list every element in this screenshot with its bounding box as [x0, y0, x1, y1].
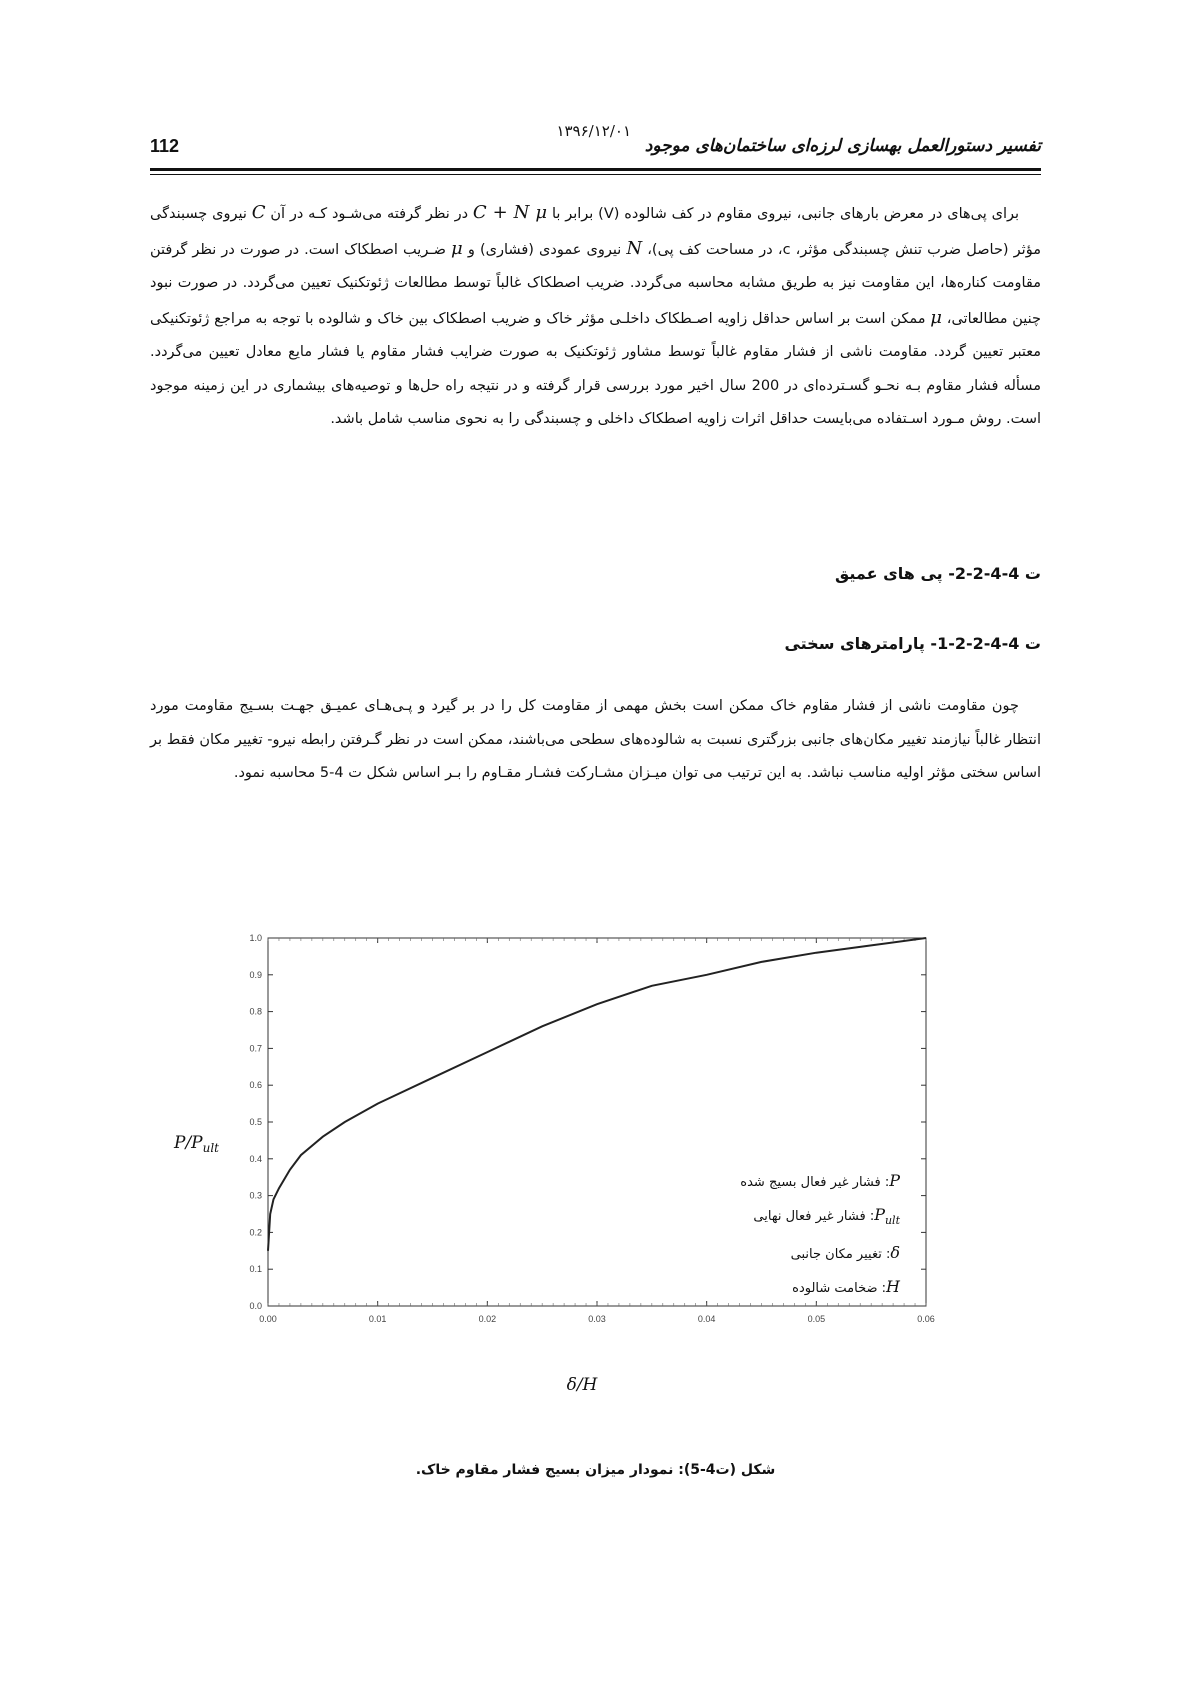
header-rule	[150, 168, 1041, 171]
symbol-c: C	[251, 202, 266, 223]
y-tick-label: 1.0	[249, 933, 262, 943]
x-tick-label: 0.06	[917, 1314, 935, 1324]
legend-item-delta	[740, 1237, 900, 1271]
legend-text: : تغییر مکان جانبی	[790, 1247, 891, 1263]
y-tick-label: 0.7	[249, 1043, 262, 1054]
legend-text: : ضخامت شالوده	[792, 1281, 887, 1297]
x-tick-label: 0.03	[588, 1314, 606, 1324]
legend-symbol: P	[889, 1171, 900, 1190]
x-tick-label: 0.04	[697, 1314, 716, 1324]
paragraph-text: برای پی‌های در معرض بارهای جانبی، نیروی مقاوم در کف شالوده (V) برابر با	[547, 206, 1020, 222]
book-title: تفسیر دستورالعمل بهسازی لرزه‌ای ساختمان‌های موجود	[644, 136, 1041, 156]
legend-item-h	[740, 1271, 900, 1305]
paragraph-text: ضـریب اصطکاک است. در صورت در نظر گرفتن مقاومت کناره‌ها، این مقاومت نیز به طریق مشابه محاسبه می‌گردد. ضریب اصطکاک غالباً توسط مطالعات ژئوتکنیک تعیین می‌گردد. در صورت نبود چنین مطالعاتی،	[150, 241, 1041, 327]
paragraph-text: نیروی عمودی (فشاری) و	[462, 241, 627, 258]
y-tick-label: 0.6	[249, 1080, 262, 1091]
y-tick-label: 0.9	[249, 969, 262, 980]
figure-caption: شکل (ت4-5): نمودار میزان بسیج فشار مقاوم خاک.	[415, 1462, 776, 1478]
legend-text: : فشار غیر فعال بسیج شده	[740, 1175, 890, 1190]
y-tick-label: 0.4	[249, 1153, 262, 1164]
y-tick-label: 0.3	[249, 1190, 262, 1201]
symbol-mu: μ	[451, 237, 463, 259]
x-tick-label: 0.00	[259, 1314, 277, 1324]
paragraph-text: چون مقاومت ناشی از فشار مقاوم خاک ممکن است بخش مهمی از مقاومت کل را در بر گیرد و پـی‌هـای عمیـق جهـت بسـیج مقاومت مورد انتظار غالباً نیازمند تغییر مکان‌های جانبی بزرگتری نسبت به شالوده‌های سطحی می‌باشند، ممکن است در نظر گـرفتن رابطه نیرو- تغییر مکان فقط بر اساس سختی مؤثر اولیه مناسب نباشد. به این ترتیب می توان میـزان مشـارکت فشـار مقـاوم را بـر اساس شکل ت 4-5 محاسبه نمود.	[150, 698, 1041, 781]
paragraph-deep-foundation-stiffness	[150, 690, 1041, 791]
x-tick-label: 0.02	[478, 1314, 497, 1324]
y-tick-label: 0.5	[249, 1117, 262, 1127]
figure-passive-pressure-chart	[174, 930, 1020, 1430]
page-header	[150, 122, 1041, 164]
chart-legend	[740, 1165, 900, 1305]
x-axis-title: δ/H	[566, 1375, 598, 1395]
legend-symbol: H	[886, 1277, 900, 1297]
y-tick-label: 0.0	[249, 1301, 262, 1311]
header-rule-thin	[150, 174, 1041, 175]
paragraph-passive-resistance	[150, 196, 1041, 437]
legend-item-pult	[740, 1199, 900, 1237]
legend-text: : فشار غیر فعال نهایی	[753, 1209, 875, 1224]
y-tick-label: 0.2	[249, 1227, 262, 1238]
section-heading-deep-foundations: ت 4-4-2-2- پی های عمیق	[834, 564, 1041, 583]
page-number: 112	[150, 136, 180, 156]
legend-symbol: $P_{ult}$	[874, 1205, 900, 1228]
legend-symbol: δ	[890, 1243, 900, 1263]
formula-c-n-mu: C + N μ	[472, 202, 548, 223]
legend-item-p	[740, 1165, 900, 1199]
header-date: ۱۳۹۶/۱۲/۰۱	[556, 122, 631, 140]
paragraph-text: نیروی چسبندگی مؤثر (حاصل ضرب تنش چسبندگی مؤثر، c، در مساحت کف پی)،	[150, 206, 1041, 258]
symbol-n: N	[626, 237, 643, 259]
paragraph-text: در نظر گرفته می‌شـود کـه در آن	[265, 206, 473, 222]
symbol-mu: μ	[930, 306, 942, 328]
y-tick-label: 0.8	[249, 1006, 262, 1017]
x-tick-label: 0.01	[368, 1314, 387, 1324]
y-tick-label: 0.1	[249, 1264, 262, 1275]
paragraph-text: ممکن است بر اساس حداقل زاویه اصـطکاک داخلـی مؤثر خاک و ضریب اصطکاک بین خاک و شالوده با توجه به مراجع ژئوتکنیکی معتبر تعیین گردد. مقاومت ناشی از فشار مقاوم غالباً توسط مشاور ژئوتکنیک به صورت ضرایب فشار مقاوم یا فشار مایع معادل تعیین می‌گردد. مسأله فشار مقاوم بـه نحـو گسـترده‌ای در 200 سال اخیر مورد بررسی قرار گرفته و در نتیجه راه حل‌ها و توصیه‌های بیشماری در این زمینه موجود است. روش مـورد اسـتفاده می‌بایست حداقل اثرات زاویه اصطکاک داخلی و چسبندگی را به نحوی مناسب شامل باشد.	[150, 310, 1041, 427]
x-tick-label: 0.05	[807, 1314, 826, 1324]
section-heading-stiffness: ت 4-4-2-2-1- پارامترهای سختی	[784, 634, 1041, 653]
y-axis-title: $P/P_{ult}$	[174, 1133, 219, 1155]
